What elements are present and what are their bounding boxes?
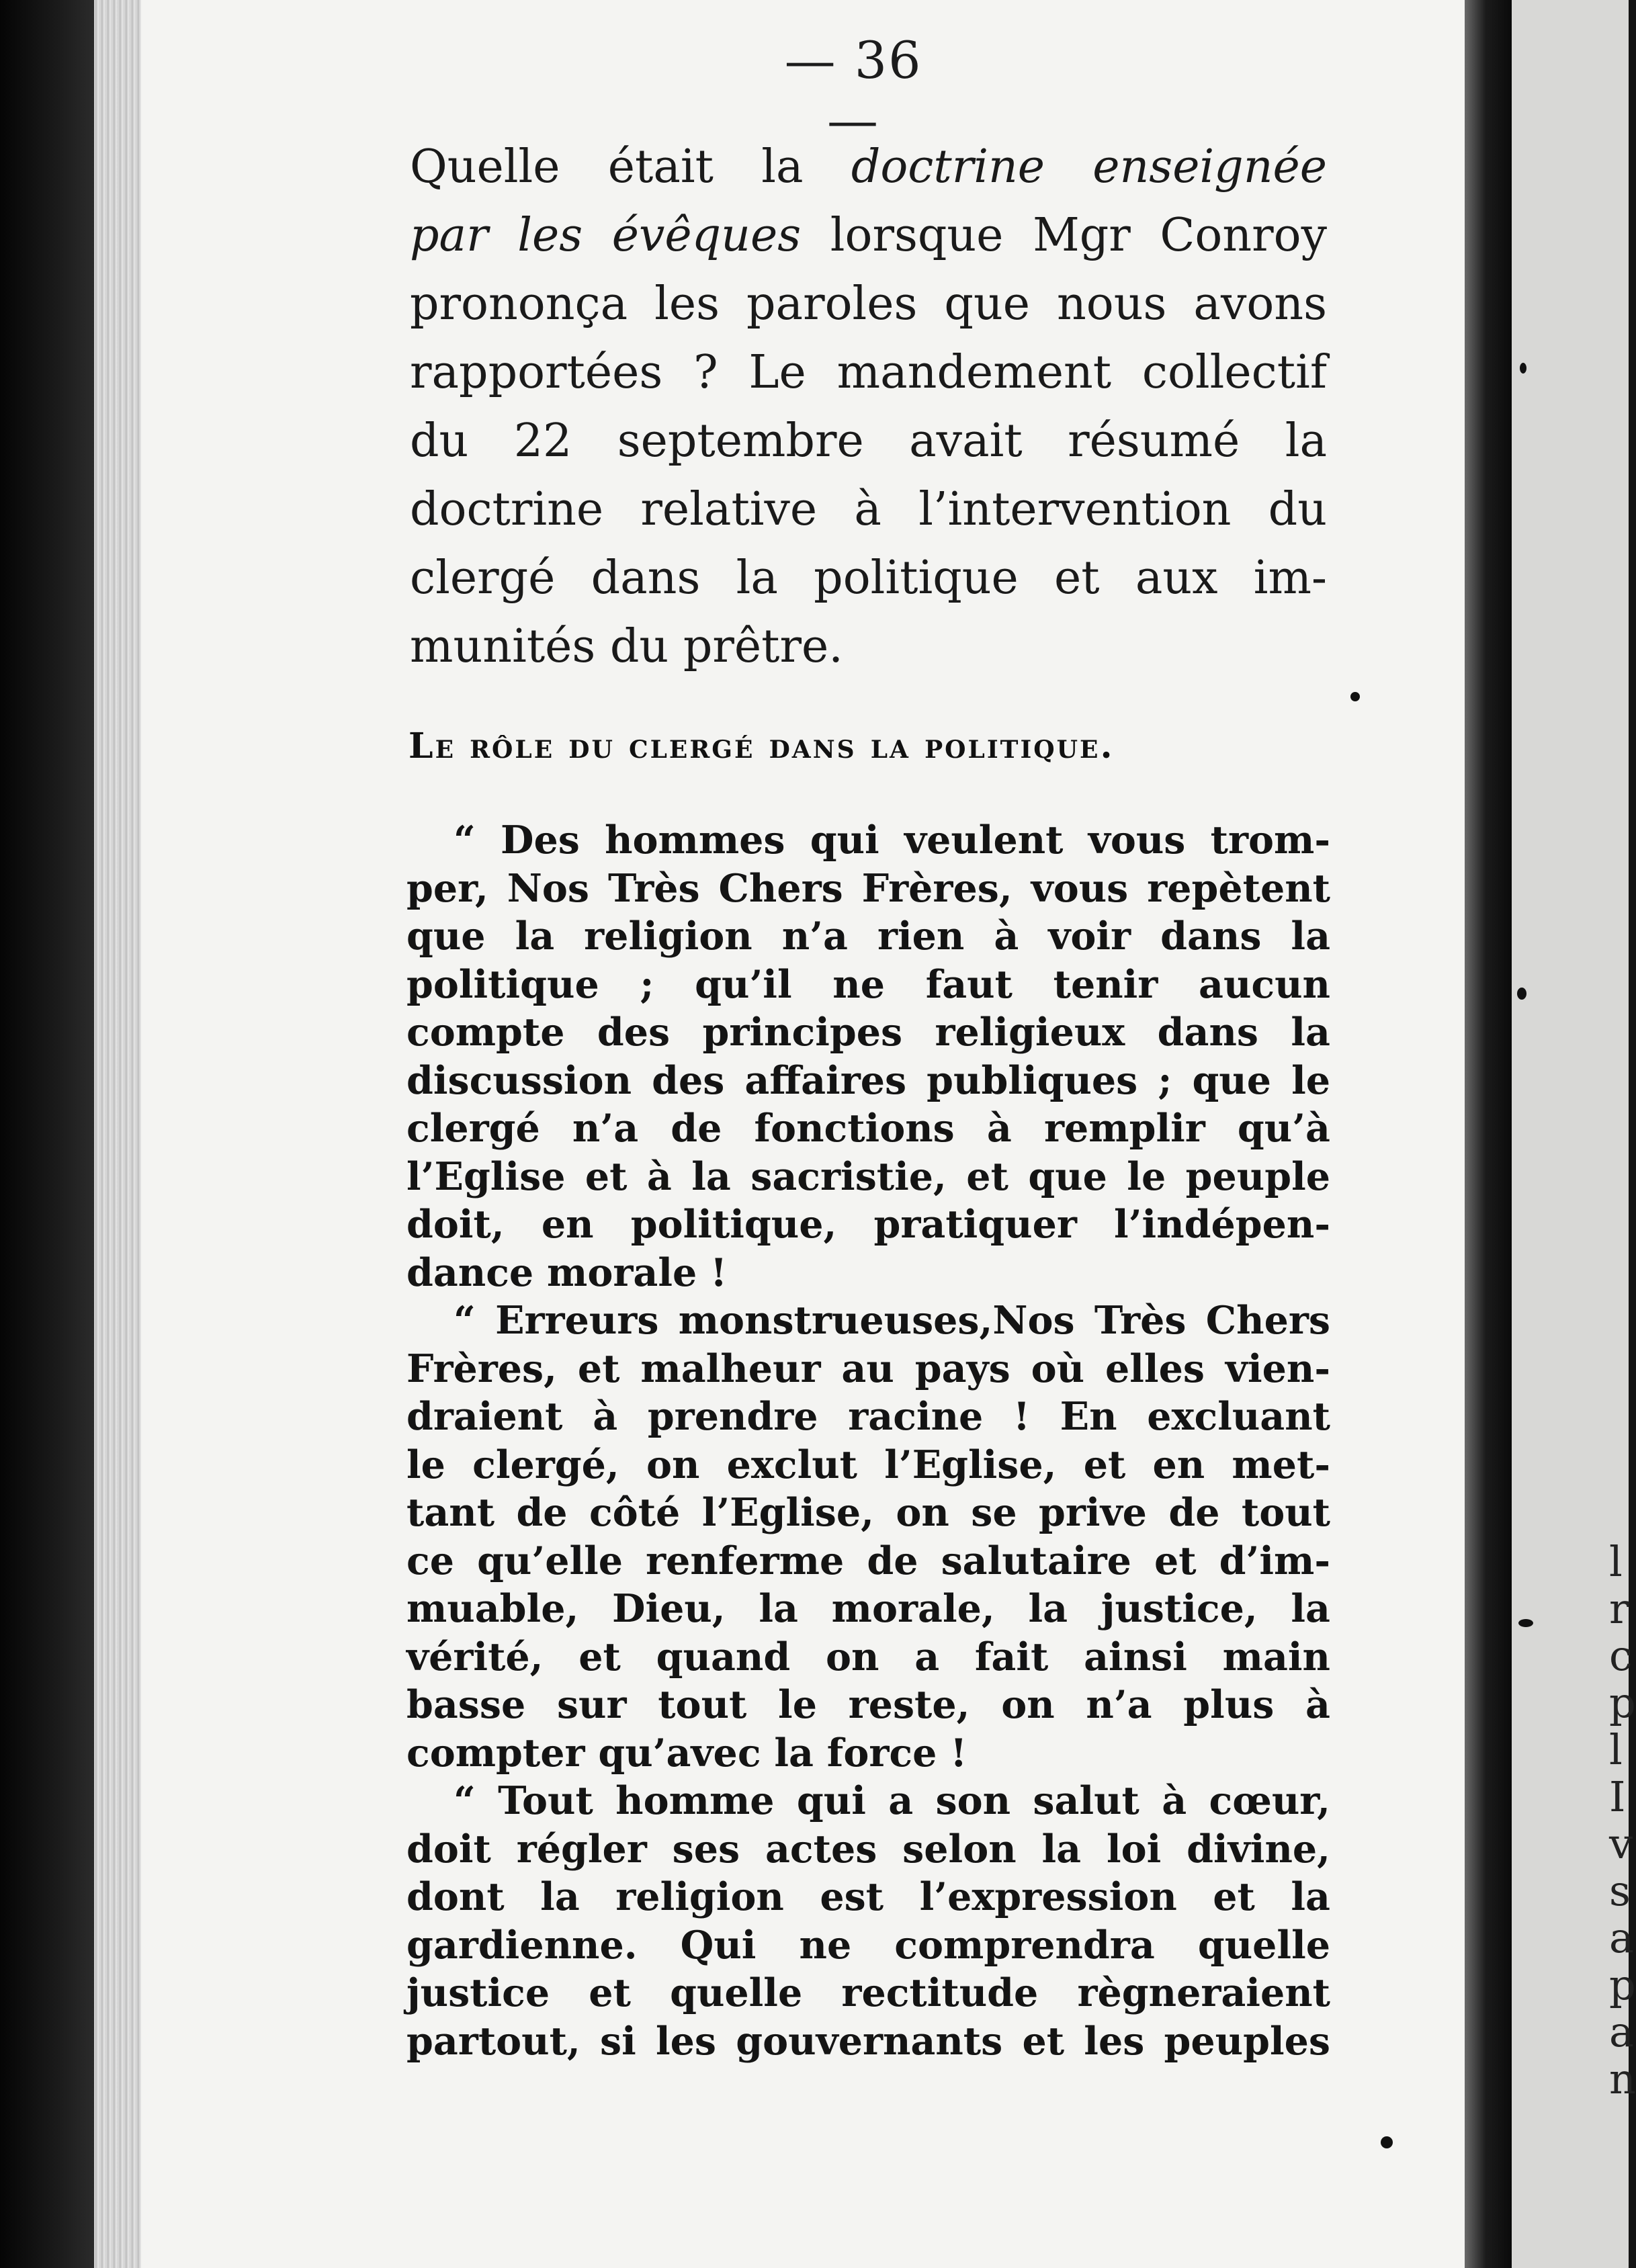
facing-letter: s bbox=[1609, 1866, 1631, 1915]
facing-letter: c bbox=[1609, 1631, 1633, 1680]
body-line: doit, en politique, pratiquer l’indépen- bbox=[406, 1202, 1330, 1247]
italic-text: par les évêques bbox=[410, 209, 802, 262]
scanner-background bbox=[0, 0, 94, 2268]
body-line: Frères, et malheur au pays où elles vien- bbox=[406, 1346, 1330, 1391]
page-number: — 36 — bbox=[784, 30, 922, 150]
intro-line bbox=[410, 613, 1327, 681]
body-line: basse sur tout le reste, on n’a plus à bbox=[406, 1682, 1330, 1727]
intro-line bbox=[410, 339, 1327, 407]
body-line: dont la religion est l’expression et la bbox=[406, 1874, 1330, 1919]
text-run: lorsque Mgr Conroy bbox=[801, 209, 1327, 262]
scan-speck bbox=[1350, 692, 1360, 701]
intro-line bbox=[410, 133, 1327, 202]
body-line: doit régler ses actes selon la loi divine, bbox=[406, 1826, 1330, 1872]
body-line: gardienne. Qui ne comprendra quelle bbox=[406, 1922, 1330, 1968]
body-line: per, Nos Très Chers Frères, vous repètent bbox=[406, 865, 1330, 911]
section-heading: Le rôle du clergé dans la politique. bbox=[408, 726, 1115, 767]
body-line: vérité, et quand on a fait ainsi main bbox=[406, 1634, 1330, 1680]
body-line: draient à prendre racine ! En excluant bbox=[406, 1394, 1330, 1439]
italic-text: doctrine enseignée bbox=[851, 140, 1327, 193]
intro-line bbox=[410, 544, 1327, 613]
text-run: Quelle était l bbox=[410, 140, 776, 193]
intro-line bbox=[410, 270, 1327, 339]
body-line: tant de côté l’Eglise, on se prive de tout bbox=[406, 1490, 1330, 1535]
intro-line bbox=[410, 407, 1327, 476]
scan-speck bbox=[1517, 988, 1526, 1000]
body-line: ce qu’elle renferme de salutaire et d’im- bbox=[406, 1538, 1330, 1583]
body-line: “ Erreurs monstrueuses,Nos Très Chers bbox=[454, 1298, 1330, 1343]
page-stack-edge bbox=[94, 0, 141, 2268]
body-line: justice et quelle rectitude règneraient bbox=[406, 1970, 1330, 2015]
text-run: doctrine relative à l’intervention du bbox=[410, 483, 1327, 536]
facing-letter: v bbox=[1609, 1819, 1633, 1868]
body-line: dance morale ! bbox=[406, 1250, 728, 1295]
book-gutter bbox=[1465, 0, 1512, 2268]
body-line: muable, Dieu, la morale, la justice, la bbox=[406, 1586, 1330, 1631]
body-line: “ Tout homme qui a son salut à cœur, bbox=[454, 1778, 1330, 1823]
text-run: du 22 septembre avait résumé la bbox=[410, 415, 1327, 468]
text-run: a bbox=[776, 140, 851, 193]
body-line: compte des principes religieux dans la bbox=[406, 1010, 1330, 1055]
text-run: prononça les paroles que nous avons bbox=[410, 277, 1327, 331]
facing-letter: r bbox=[1609, 1584, 1629, 1633]
intro-line bbox=[410, 476, 1327, 544]
facing-page-letters bbox=[1609, 1537, 1636, 2103]
body-line: que la religion n’a rien à voir dans la bbox=[406, 914, 1330, 959]
body-line: politique ; qu’il ne faut tenir aucun bbox=[406, 961, 1330, 1007]
intro-line bbox=[410, 202, 1327, 270]
text-run: munités du prêtre. bbox=[410, 620, 843, 673]
body-line: clergé n’a de fonctions à remplir qu’à bbox=[406, 1106, 1330, 1151]
text-run: rapportées ? Le mandement collectif bbox=[410, 346, 1327, 399]
facing-letter: a bbox=[1609, 1913, 1634, 1962]
facing-letter: n bbox=[1609, 2054, 1636, 2103]
body-line: partout, si les gouvernants et les peuples bbox=[406, 2018, 1330, 2064]
scan-speck bbox=[1518, 1619, 1533, 1627]
facing-letter: a bbox=[1609, 2007, 1634, 2056]
text-run: clergé dans la politique et aux im- bbox=[410, 552, 1327, 605]
facing-letter: l bbox=[1609, 1725, 1623, 1774]
body-line: l’Eglise et à la sacristie, et que le peuple bbox=[406, 1153, 1330, 1199]
facing-letter: l bbox=[1609, 1537, 1623, 1586]
body-line: le clergé, on exclut l’Eglise, et en met- bbox=[406, 1442, 1330, 1487]
facing-letter: I bbox=[1609, 1772, 1626, 1821]
scan-speck bbox=[1381, 2136, 1393, 2148]
facing-letter: p bbox=[1609, 1960, 1636, 2009]
scan-speck bbox=[1520, 363, 1526, 374]
body-line: discussion des affaires publiques ; que le bbox=[406, 1057, 1330, 1103]
body-line: compter qu’avec la force ! bbox=[406, 1730, 967, 1776]
facing-letter: p bbox=[1609, 1678, 1636, 1727]
quoted-body bbox=[406, 816, 1330, 2065]
intro-paragraph bbox=[410, 133, 1327, 681]
body-line: “ Des hommes qui veulent vous trom- bbox=[454, 818, 1330, 863]
